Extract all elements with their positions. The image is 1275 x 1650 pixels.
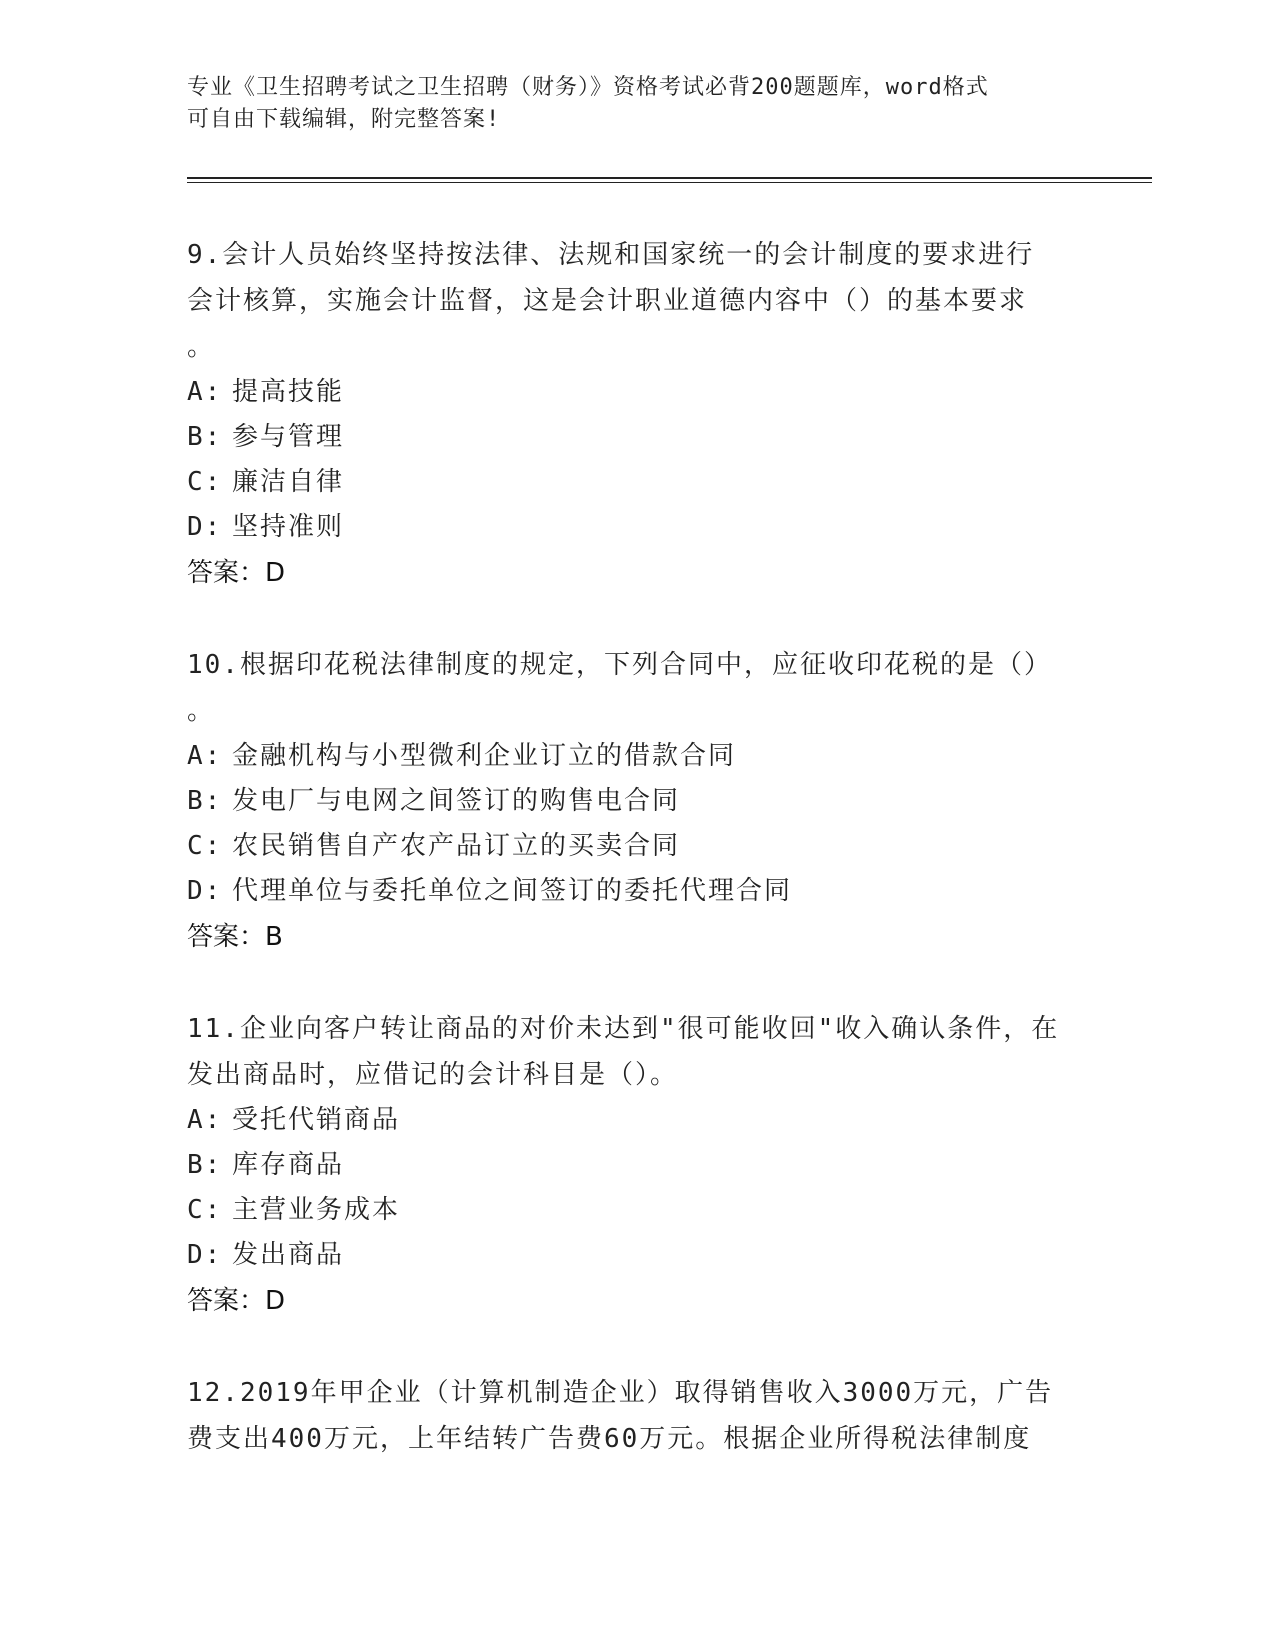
option-letter: B: <box>187 786 223 816</box>
question-line: 11.企业向客户转让商品的对价未达到"很可能收回"收入确认条件，在 <box>187 1014 1060 1044</box>
option-b <box>187 415 1087 460</box>
option-letter: D: <box>187 876 223 906</box>
question-line: 。 <box>187 332 216 362</box>
option-d <box>187 869 1087 914</box>
option-c <box>187 824 1087 869</box>
option-letter: A: <box>187 1105 223 1135</box>
question-line: 12.2019年甲企业（计算机制造企业）取得销售收入3000万元，广告 <box>187 1378 1054 1408</box>
option-text: 坚持准则 <box>232 512 345 542</box>
option-c <box>187 1188 1087 1233</box>
option-d <box>187 505 1087 550</box>
option-letter: C: <box>187 831 223 861</box>
question-line: 发出商品时，应借记的会计科目是（）。 <box>187 1060 679 1090</box>
question-line: 10.根据印花税法律制度的规定，下列合同中，应征收印花税的是（） <box>187 650 1052 680</box>
option-text: 参与管理 <box>232 422 345 452</box>
option-letter: D: <box>187 512 223 542</box>
question-line: 费支出400万元，上年结转广告费60万元。根据企业所得税法律制度 <box>187 1424 1032 1454</box>
option-text: 提高技能 <box>232 377 345 407</box>
option-text: 发出商品 <box>232 1240 345 1270</box>
option-text: 廉洁自律 <box>232 467 345 497</box>
header-line-1: 专业《卫生招聘考试之卫生招聘（财务）》资格考试必背200题题库，word格式 <box>187 75 989 100</box>
option-text: 受托代销商品 <box>232 1105 401 1135</box>
question-line: 。 <box>187 696 216 726</box>
option-text: 库存商品 <box>232 1150 345 1180</box>
header-line-2: 可自由下载编辑，附完整答案! <box>187 107 501 132</box>
question-list <box>187 232 1087 1508</box>
question-text <box>187 642 1087 734</box>
answer-line: 答案：B <box>187 922 283 952</box>
option-letter: B: <box>187 1150 223 1180</box>
option-letter: D: <box>187 1240 223 1270</box>
question-line: 会计核算，实施会计监督，这是会计职业道德内容中（）的基本要求 <box>187 286 1028 316</box>
header-divider-thick <box>187 177 1152 179</box>
option-a <box>187 734 1087 779</box>
question-text <box>187 1370 1087 1462</box>
answer-line: 答案：D <box>187 1286 286 1316</box>
option-c <box>187 460 1087 505</box>
option-text: 主营业务成本 <box>232 1195 401 1225</box>
question-text <box>187 232 1087 370</box>
question-line: 9.会计人员始终坚持按法律、法规和国家统一的会计制度的要求进行 <box>187 240 1035 270</box>
option-letter: A: <box>187 377 223 407</box>
option-a <box>187 1098 1087 1143</box>
question-12 <box>187 1370 1087 1462</box>
option-text: 农民销售自产农产品订立的买卖合同 <box>232 831 681 861</box>
option-letter: B: <box>187 422 223 452</box>
header-divider-thin <box>187 182 1152 183</box>
option-text: 金融机构与小型微利企业订立的借款合同 <box>232 741 737 771</box>
answer-line: 答案：D <box>187 558 286 588</box>
option-b <box>187 1143 1087 1188</box>
question-10 <box>187 642 1087 960</box>
option-a <box>187 370 1087 415</box>
question-text <box>187 1006 1087 1098</box>
option-letter: C: <box>187 1195 223 1225</box>
option-letter: C: <box>187 467 223 497</box>
option-text: 代理单位与委托单位之间签订的委托代理合同 <box>232 876 793 906</box>
option-d <box>187 1233 1087 1278</box>
document-header <box>187 72 1077 136</box>
question-11 <box>187 1006 1087 1324</box>
option-b <box>187 779 1087 824</box>
question-9 <box>187 232 1087 596</box>
option-letter: A: <box>187 741 223 771</box>
option-text: 发电厂与电网之间签订的购售电合同 <box>232 786 681 816</box>
